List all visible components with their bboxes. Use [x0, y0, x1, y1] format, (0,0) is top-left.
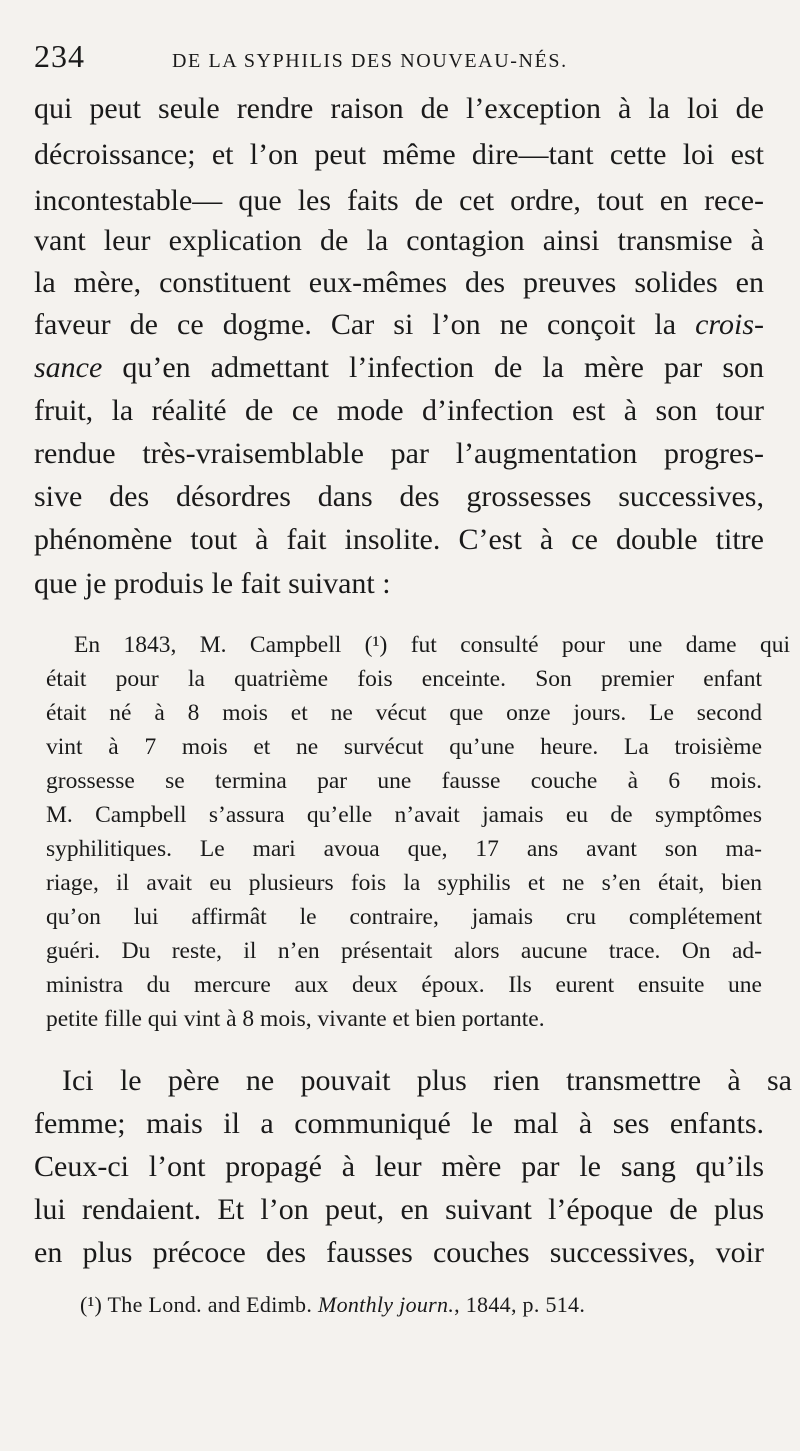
page-number: 234: [34, 38, 85, 74]
note-line: vint à 7 mois et ne survécut qu’une heure. La troisième: [46, 734, 762, 760]
text-line: femme; mais il a communiqué le mal à ses enfants.: [34, 1107, 764, 1140]
note-line: syphilitiques. Le mari avoua que, 17 ans avant son ma-: [46, 836, 762, 862]
footnote-marker: (¹): [80, 1292, 103, 1317]
page-header: [32, 38, 772, 78]
note-line: riage, il avait eu plusieurs fois la syphilis et ne s’en était, bien: [46, 870, 762, 896]
text-line: sive des désordres dans des grossesses successives,: [34, 480, 764, 513]
note-line: était né à 8 mois et ne vécut que onze jours. Le second: [46, 700, 762, 726]
note-line: M. Campbell s’assura qu’elle n’avait jamais eu de symptômes: [46, 802, 762, 828]
note-line: ministra du mercure aux deux époux. Ils eurent ensuite une: [46, 972, 762, 998]
text-line: que je produis le fait suivant :: [34, 567, 391, 600]
text-line: qui peut seule rendre raison de l’exception à la loi de: [34, 92, 764, 125]
footnote: [80, 1292, 585, 1318]
text-line: incontestable— que les faits de cet ordre, tout en rece-: [34, 184, 764, 217]
text-line: fruit, la réalité de ce mode d’infection est à son tour: [34, 394, 764, 427]
note-line: était pour la quatrième fois enceinte. Son premier enfant: [46, 666, 762, 692]
text-line: Ceux-ci l’ont propagé à leur mère par le sang qu’ils: [34, 1150, 764, 1183]
text-line: sance qu’en admettant l’infection de la mère par son: [34, 351, 764, 384]
text-line: vant leur explication de la contagion ainsi transmise à: [34, 224, 764, 257]
footnote-citation: , 1844, p. 514.: [454, 1292, 586, 1317]
text-line: Ici le père ne pouvait plus rien transmettre à sa: [62, 1064, 792, 1097]
note-line: petite fille qui vint à 8 mois, vivante et bien portante.: [46, 1006, 545, 1032]
note-line: guéri. Du reste, il n’en présentait alors aucune trace. On ad-: [46, 938, 762, 964]
note-line: grossesse se termina par une fausse couche à 6 mois.: [46, 768, 762, 794]
text-line: décroissance; et l’on peut même dire—tant cette loi est: [34, 138, 764, 171]
text-line: lui rendaient. Et l’on peut, en suivant l’époque de plus: [34, 1193, 764, 1226]
note-line: qu’on lui affirmât le contraire, jamais cru complétement: [46, 904, 762, 930]
text-line: la mère, constituent eux-mêmes des preuves solides en: [34, 266, 764, 299]
footnote-journal: Monthly journ.: [317, 1292, 455, 1317]
footnote-text: The Lond. and Edimb.: [102, 1292, 318, 1317]
note-line: En 1843, M. Campbell (¹) fut consulté pour une dame qui: [74, 632, 790, 658]
text-line: faveur de ce dogme. Car si l’on ne conçoit la crois-: [34, 308, 764, 341]
text-line: rendue très-vraisemblable par l’augmentation progres-: [34, 437, 764, 470]
running-title: DE LA SYPHILIS DES NOUVEAU-NÉS.: [172, 50, 568, 72]
text-line: phénomène tout à fait insolite. C’est à ce double titre: [34, 523, 764, 556]
text-line: en plus précoce des fausses couches successives, voir: [34, 1236, 764, 1269]
